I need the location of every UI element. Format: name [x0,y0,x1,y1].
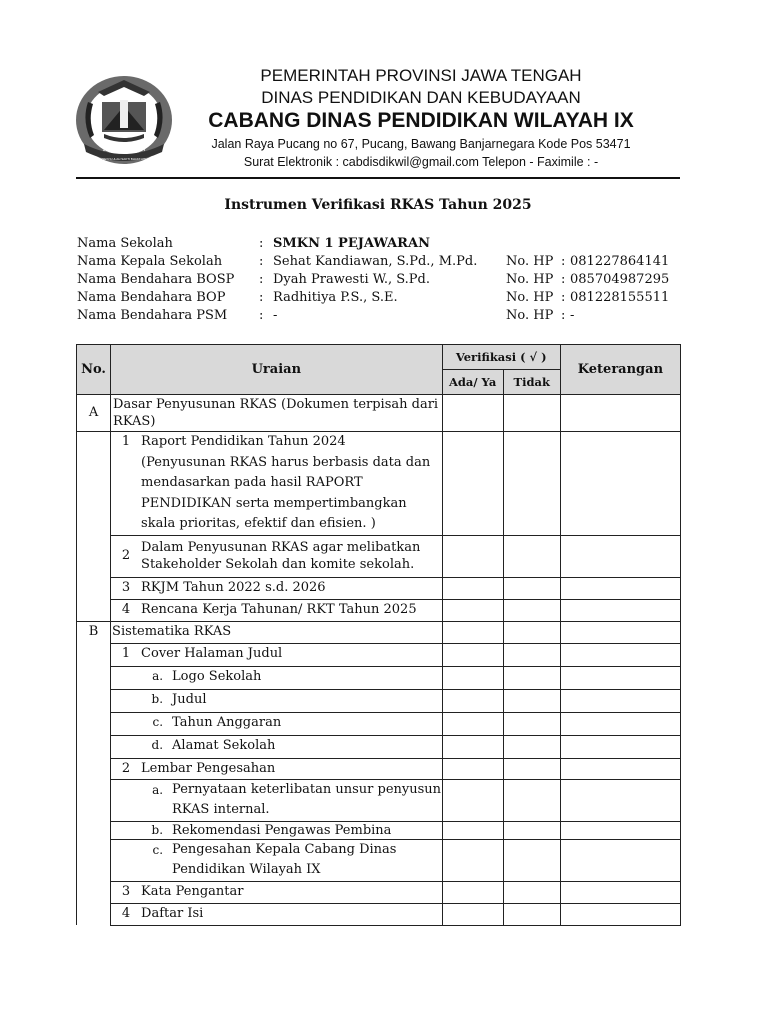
item-number: 1 [121,645,131,661]
info-hp-value-bop: 081228155511 [570,290,670,305]
info-colon: : [259,254,264,269]
keterangan-cell[interactable] [560,395,680,432]
info-hp-colon: : [561,290,566,305]
keterangan-cell[interactable] [560,689,680,712]
table-row [77,712,681,735]
keterangan-cell[interactable] [560,712,680,735]
table-row [77,821,681,839]
info-value-school: SMKN 1 PEJAWARAN [273,236,430,251]
no-cell-empty [77,735,111,758]
section-b-title: Sistematika RKAS [111,621,443,643]
info-value-bop: Radhitiya P.S., S.E. [273,290,398,305]
check-tidak-cell[interactable] [503,621,560,643]
check-ada-cell[interactable] [442,712,503,735]
no-cell-empty [77,712,111,735]
keterangan-cell[interactable] [560,577,680,599]
table-row [77,599,681,621]
check-tidak-cell[interactable] [503,881,560,903]
letterhead-department: DINAS PENDIDIKAN DAN KEBUDAYAAN [261,88,581,107]
check-tidak-cell[interactable] [503,758,560,779]
sub-item-letter: c. [152,714,164,729]
uraian-cell [111,758,443,779]
info-value-principal: Sehat Kandiawan, S.Pd., M.Pd. [273,254,478,269]
info-label-school: Nama Sekolah [77,236,173,251]
check-tidak-cell[interactable] [503,712,560,735]
no-cell-empty [77,666,111,689]
section-letter-a: A [77,395,111,432]
check-ada-cell[interactable] [442,881,503,903]
item-number: 3 [121,883,131,899]
check-ada-cell[interactable] [442,643,503,666]
uraian-cell [111,577,443,599]
keterangan-cell[interactable] [560,758,680,779]
keterangan-cell[interactable] [560,881,680,903]
sub-item-text: Judul [172,691,207,707]
check-tidak-cell[interactable] [503,599,560,621]
keterangan-cell[interactable] [560,432,680,536]
keterangan-cell[interactable] [560,621,680,643]
no-cell-empty [77,689,111,712]
uraian-cell [111,432,443,536]
keterangan-cell[interactable] [560,839,680,881]
item-text: RKJM Tahun 2022 s.d. 2026 [141,579,326,595]
table-row [77,395,681,432]
list-item [111,646,442,661]
check-ada-cell[interactable] [442,395,503,432]
verification-table-wrapper [76,344,681,928]
uraian-cell [111,735,443,758]
list-item [111,761,442,776]
table-row [77,735,681,758]
table-row [77,881,681,903]
list-item [111,906,442,921]
item-text: mendasarkan pada hasil RAPORT [141,475,363,490]
item-number: 1 [121,434,131,449]
list-item [111,539,442,573]
item-number: 2 [121,547,131,563]
header-no: No. [77,345,111,395]
sub-item-letter: d. [151,737,164,752]
keterangan-cell[interactable] [560,821,680,839]
info-hp-colon: : [561,272,566,287]
item-text: Lembar Pengesahan [141,760,276,776]
keterangan-cell[interactable] [560,666,680,689]
check-tidak-cell[interactable] [503,577,560,599]
sub-item-text: Tahun Anggaran [172,714,282,730]
check-ada-cell[interactable] [442,621,503,643]
keterangan-cell[interactable] [560,535,680,577]
info-label-bosp: Nama Bendahara BOSP [77,272,235,287]
table-row [77,432,681,536]
letterhead-government: PEMERINTAH PROVINSI JAWA TENGAH [260,66,582,85]
check-ada-cell[interactable] [442,432,503,536]
info-label-psm: Nama Bendahara PSM [77,308,228,323]
list-item [111,669,442,684]
item-text: (Penyusunan RKAS harus berbasis data dan [141,454,431,470]
table-row [77,839,681,881]
check-ada-cell[interactable] [442,599,503,621]
no-cell-empty [77,779,111,821]
item-text: Stakeholder Sekolah dan komite sekolah. [141,556,415,572]
no-cell-empty [77,599,111,621]
check-tidak-cell[interactable] [503,839,560,881]
info-hp-value-psm: - [570,308,575,323]
letterhead-contact: Surat Elektronik : cabdisdikwil@gmail.com Telepon - Faximile : - [243,155,599,169]
sub-item-text: Pendidikan Wilayah IX [172,862,321,877]
uraian-cell [111,839,443,881]
sub-item-letter: c. [152,842,164,857]
info-label-principal: Nama Kepala Sekolah [77,254,223,269]
no-cell-empty [77,903,111,925]
item-number: 4 [121,905,131,921]
info-label-bop: Nama Bendahara BOP [77,290,226,305]
uraian-cell [111,779,443,821]
header-tidak: Tidak [503,370,560,395]
section-letter-b: B [77,621,111,643]
item-text: Raport Pendidikan Tahun 2024 [141,434,346,449]
check-tidak-cell[interactable] [503,903,560,925]
header-ada-ya: Ada/ Ya [442,370,503,395]
uraian-cell [111,712,443,735]
list-item [111,780,442,821]
item-text: PENDIDIKAN serta mempertimbangkan [141,495,407,511]
table-row [77,903,681,925]
check-tidak-cell[interactable] [503,735,560,758]
info-value-psm: - [273,308,278,323]
no-cell-empty [77,577,111,599]
verification-table [76,344,681,926]
header-uraian: Uraian [111,345,443,395]
check-tidak-cell[interactable] [503,643,560,666]
check-tidak-cell[interactable] [503,395,560,432]
check-ada-cell[interactable] [442,689,503,712]
no-cell-empty [77,758,111,779]
sub-item-text: Alamat Sekolah [172,737,276,753]
sub-item-letter: b. [151,822,164,837]
no-cell-empty [77,535,111,577]
check-ada-cell[interactable] [442,735,503,758]
section-a-title: Dasar Penyusunan RKAS (Dokumen terpisah dari RKAS) [111,395,443,432]
info-value-bosp: Dyah Prawesti W., S.Pd. [273,272,431,287]
uraian-cell [111,881,443,903]
item-number: 4 [121,601,131,617]
check-tidak-cell[interactable] [503,689,560,712]
check-ada-cell[interactable] [442,535,503,577]
check-ada-cell[interactable] [442,577,503,599]
no-cell-empty [77,881,111,903]
item-text: Rencana Kerja Tahunan/ RKT Tahun 2025 [141,601,417,617]
keterangan-cell[interactable] [560,643,680,666]
info-hp-value-bosp: 085704987295 [570,272,670,287]
uraian-cell [111,689,443,712]
info-hp-label: No. HP [506,308,554,323]
table-row [77,758,681,779]
sub-item-text: Pernyataan keterlibatan unsur penyusun [172,781,442,797]
letterhead-divider [76,177,680,179]
info-colon: : [259,272,264,287]
letterhead-branch: CABANG DINAS PENDIDIKAN WILAYAH IX [208,109,634,132]
list-item [111,738,442,753]
keterangan-cell[interactable] [560,599,680,621]
letterhead-address: Jalan Raya Pucang no 67, Pucang, Bawang Banjarnegara Kode Pos 53471 [211,137,631,151]
document-title: Instrumen Verifikasi RKAS Tahun 2025 [224,197,532,213]
info-hp-colon: : [561,254,566,269]
no-cell-empty [77,839,111,881]
list-item [111,884,442,899]
keterangan-cell[interactable] [560,903,680,925]
table-row [77,577,681,599]
info-hp-label: No. HP [506,290,554,305]
sub-item-text: Pengesahan Kepala Cabang Dinas [172,841,397,857]
list-item [111,602,442,617]
no-cell-empty [77,821,111,839]
table-row [77,621,681,643]
check-ada-cell[interactable] [442,839,503,881]
check-tidak-cell[interactable] [503,779,560,821]
uraian-cell [111,821,443,839]
table-row [77,535,681,577]
list-item [111,840,442,881]
logo-motto-text: PRASETYA ULAH SAKTI BHAKTI PRAJA [95,157,153,161]
list-item [111,692,442,707]
check-ada-cell[interactable] [442,821,503,839]
info-hp-label: No. HP [506,254,554,269]
list-item [111,822,442,839]
check-tidak-cell[interactable] [503,432,560,536]
uraian-cell [111,599,443,621]
sub-item-letter: a. [152,668,164,683]
check-ada-cell[interactable] [442,758,503,779]
check-ada-cell[interactable] [442,903,503,925]
info-colon: : [259,290,264,305]
keterangan-cell[interactable] [560,735,680,758]
uraian-cell [111,666,443,689]
header-keterangan: Keterangan [560,345,680,395]
uraian-cell [111,535,443,577]
sub-item-text: Rekomendasi Pengawas Pembina [172,822,392,838]
info-hp-label: No. HP [506,272,554,287]
uraian-cell [111,903,443,925]
sub-item-letter: a. [152,782,164,797]
sub-item-text: Logo Sekolah [172,668,262,684]
table-row [77,643,681,666]
province-emblem-logo [74,72,174,172]
item-text: Kata Pengantar [141,883,244,899]
sub-item-text: RKAS internal. [172,802,270,817]
item-text: Cover Halaman Judul [141,645,283,661]
check-ada-cell[interactable] [442,666,503,689]
info-colon: : [259,308,264,323]
item-number: 3 [121,579,131,595]
list-item [111,580,442,595]
item-number: 2 [121,760,131,776]
list-item [111,715,442,730]
no-cell-empty [77,432,111,536]
table-row [77,779,681,821]
check-tidak-cell[interactable] [503,666,560,689]
keterangan-cell[interactable] [560,779,680,821]
item-text: Dalam Penyusunan RKAS agar melibatkan [141,539,421,555]
list-item [111,432,442,535]
header-verifikasi: Verifikasi ( √ ) [442,345,560,370]
info-hp-value-principal: 081227864141 [570,254,670,269]
check-ada-cell[interactable] [442,779,503,821]
logo-ribbon-text: JAWA TENGAH [102,147,146,153]
table-row [77,689,681,712]
item-text: skala prioritas, efektif dan efisien. ) [141,516,376,531]
check-tidak-cell[interactable] [503,821,560,839]
info-colon: : [259,236,264,251]
check-tidak-cell[interactable] [503,535,560,577]
table-row [77,666,681,689]
sub-item-letter: b. [151,691,164,706]
info-hp-colon: : [561,308,566,323]
no-cell-empty [77,643,111,666]
uraian-cell [111,643,443,666]
item-text: Daftar Isi [141,905,204,921]
